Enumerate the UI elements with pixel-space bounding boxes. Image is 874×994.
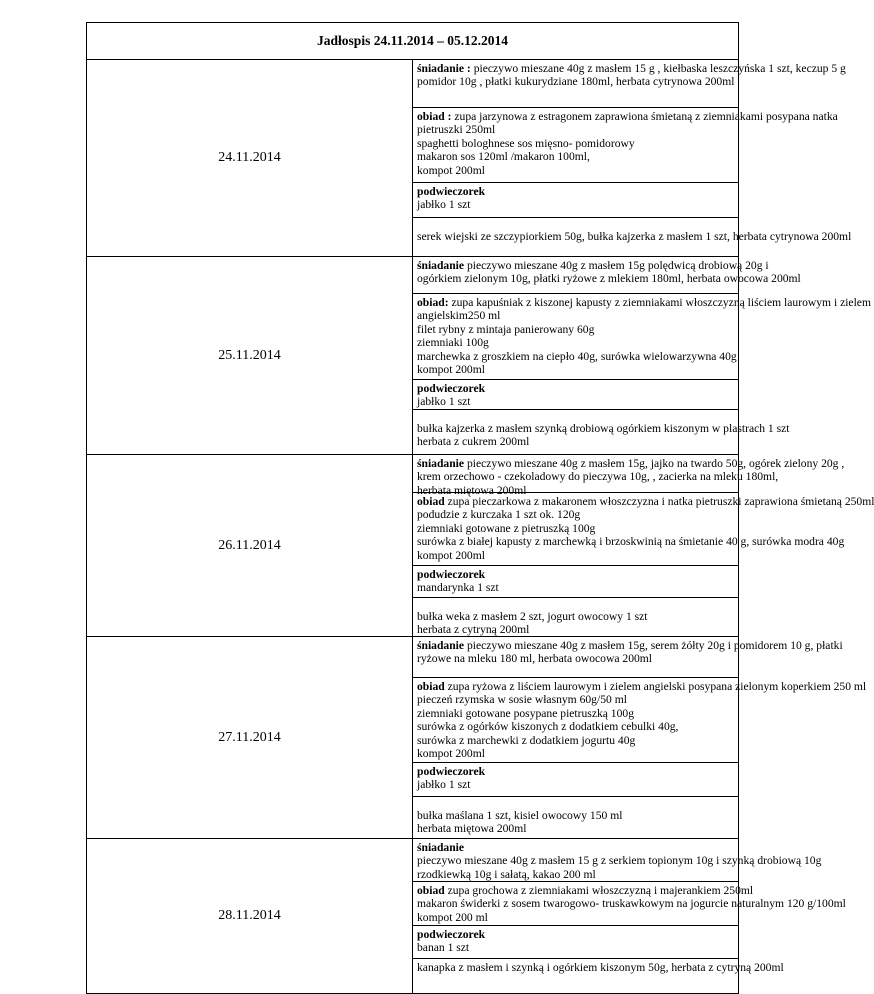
meal-label: podwieczorek	[417, 382, 486, 395]
meal-text: bułka weka z masłem 2 szt, jogurt owocowy 1 szt	[417, 610, 648, 623]
meal-text: herbata z cukrem 200ml	[417, 435, 530, 449]
meal-line	[417, 336, 734, 349]
meal-line	[417, 765, 734, 778]
meal-line	[417, 549, 734, 562]
meal-text: bułka kajzerka z masłem szynką drobiową ogórkiem kiszonym w plastrach 1 szt	[417, 422, 790, 435]
meal-segment	[413, 637, 843, 678]
meal-text: ziemniaki 100g	[417, 336, 489, 350]
meal-line	[417, 680, 867, 693]
meal-text: jabłko 1 szt	[417, 395, 471, 409]
meal-line	[417, 568, 734, 581]
meal-text: pieczywo mieszane 40g z masłem 15 g z serkiem topionym 10g i szynką drobiową 10g	[417, 854, 822, 868]
meal-segment	[413, 455, 845, 497]
meal-segment	[413, 926, 738, 959]
meal-line	[417, 854, 822, 868]
day-meals	[413, 637, 867, 839]
meal-line	[417, 897, 846, 911]
meal-text: zupa pieczarkowa z makaronem włoszczyzna i natka pietruszki zaprawiona śmietaną 250ml	[444, 495, 874, 508]
meal-line	[417, 230, 852, 243]
meal-line	[417, 62, 846, 75]
meal-text: pieczeń rzymska w sosie własnym 60g/50 ml	[417, 693, 627, 707]
day-row	[87, 257, 739, 455]
meal-text: makaron sos 120ml /makaron 100ml,	[417, 150, 590, 164]
meal-text: zupa ryżowa z liściem laurowym i zielem angielski posypana zielonym koperkiem 250 ml	[444, 680, 867, 693]
day-meals	[413, 455, 874, 637]
meal-text: bułka maślana 1 szt, kisiel owocowy 150 ml	[417, 809, 623, 822]
meal-line	[417, 707, 734, 720]
meal-text: rzodkiewką 10g i sałatą, kakao 200 ml	[417, 867, 596, 881]
day-meals	[413, 257, 871, 455]
meal-text: surówka z białej kapusty z marchewką i brzoskwinią na śmietanie 40 g, surówka modra 40g	[417, 535, 845, 549]
meal-line	[417, 363, 734, 376]
day-date: 26.11.2014	[87, 455, 413, 637]
meal-text: zupa grochowa z ziemniakami włoszczyzną i majerankiem 250ml	[444, 884, 754, 897]
meal-text: filet rybny z mintaja panierowany 60g	[417, 322, 595, 336]
meal-line	[417, 259, 769, 272]
meal-label: podwieczorek	[417, 568, 486, 581]
meal-line	[417, 868, 734, 881]
meal-line	[417, 809, 734, 822]
meal-line	[417, 123, 734, 136]
title-row	[87, 23, 739, 60]
meal-segment	[413, 257, 801, 294]
meal-label: śniadanie	[417, 841, 465, 854]
meal-text: pieczywo mieszane 40g z masłem 15 g , kiełbaska leszczyńska 1 szt, keczup 5 g	[470, 62, 846, 75]
meal-segment	[413, 882, 846, 926]
meal-text: makaron świderki z sosem twarogowo- truskawkowym na jogurcie naturalnym 120 g/100ml	[417, 897, 846, 911]
meal-segment	[413, 410, 790, 454]
meal-segment	[413, 763, 738, 797]
meal-line	[417, 164, 734, 177]
meal-line	[417, 470, 779, 484]
meal-label: obiad :	[417, 110, 452, 123]
meal-line	[417, 747, 734, 760]
meal-segment	[413, 797, 738, 838]
meal-line	[417, 349, 737, 363]
meal-line	[417, 623, 734, 636]
meal-segment	[413, 493, 874, 566]
meal-line	[417, 522, 734, 535]
meal-line	[417, 693, 734, 706]
meal-text: zupa jarzynowa z estragonem zaprawiona śmietaną z ziemniakami posypana natka	[451, 110, 838, 123]
meal-label: śniadanie	[417, 457, 465, 470]
meal-line	[417, 198, 734, 211]
meal-text: spaghetti bologhnese sos mięsno- pomidorowy	[417, 136, 635, 150]
day-row	[87, 839, 739, 994]
meal-text: kompot 200ml	[417, 163, 485, 177]
meal-text: pieczywo mieszane 40g z masłem 15g, jajko na twardo 50g, ogórek zielony 20g ,	[464, 457, 845, 470]
day-row	[87, 455, 739, 637]
menu-table	[86, 22, 874, 994]
meal-line	[417, 610, 734, 623]
meal-line	[417, 941, 734, 954]
meal-line	[417, 382, 734, 395]
meal-text: herbata miętowa 200ml	[417, 822, 527, 836]
meal-segment	[413, 218, 852, 256]
meal-segment	[413, 294, 871, 380]
meal-line	[417, 296, 871, 309]
meal-line	[417, 495, 874, 508]
meal-line	[417, 928, 734, 941]
day-date: 25.11.2014	[87, 257, 413, 455]
meal-text: angielskim250 ml	[417, 309, 501, 323]
meal-text: herbata z cytryną 200ml	[417, 623, 530, 637]
menu-document	[86, 22, 874, 994]
meal-line	[417, 422, 790, 435]
meal-segment	[413, 839, 822, 882]
meal-line	[417, 652, 734, 665]
meal-line	[417, 272, 801, 286]
meal-text: kompot 200ml	[417, 548, 485, 562]
meal-line	[417, 150, 734, 163]
meal-label: śniadanie	[417, 259, 465, 272]
meal-line	[417, 639, 843, 652]
meal-segment	[413, 108, 838, 183]
meal-line	[417, 185, 734, 198]
meal-label: śniadanie	[417, 639, 465, 652]
meal-label: podwieczorek	[417, 185, 486, 198]
meal-line	[417, 395, 734, 408]
meal-line	[417, 323, 734, 336]
meal-text: jabłko 1 szt	[417, 198, 471, 212]
meal-label: podwieczorek	[417, 928, 486, 941]
meal-line	[417, 841, 734, 854]
meal-line	[417, 911, 734, 924]
day-meals	[413, 839, 846, 994]
day-date: 24.11.2014	[87, 60, 413, 257]
meal-line	[417, 435, 734, 448]
meal-label: podwieczorek	[417, 765, 486, 778]
meal-line	[417, 457, 845, 470]
meal-line	[417, 309, 734, 322]
meal-line	[417, 720, 734, 733]
meal-text: kompot 200ml	[417, 747, 485, 761]
meal-text: pietruszki 250ml	[417, 123, 496, 137]
day-date: 27.11.2014	[87, 637, 413, 839]
meal-label: obiad	[417, 884, 445, 897]
meal-line	[417, 581, 734, 594]
meal-text: ryżowe na mleku 180 ml, herbata owocowa 200ml	[417, 652, 653, 666]
meal-text: mandarynka 1 szt	[417, 581, 499, 595]
meal-text: zupa kapuśniak z kiszonej kapusty z ziemniakami włoszczyzną liściem laurowym i zielem	[448, 296, 871, 309]
menu-title: Jadłospis 24.11.2014 – 05.12.2014	[87, 23, 739, 60]
meal-line	[417, 778, 734, 791]
meal-text: pieczywo mieszane 40g z masłem 15g polędwicą drobiową 20g i	[464, 259, 769, 272]
meal-line	[417, 75, 734, 88]
meal-line	[417, 110, 838, 123]
meal-line	[417, 961, 784, 974]
meal-segment	[413, 566, 738, 598]
meal-text: ogórkiem zielonym 10g, płatki ryżowe z mlekiem 180ml, herbata owocowa 200ml	[417, 272, 801, 286]
meal-text: krem orzechowo - czekoladowy do pieczywa 10g, , zacierka na mleku 180ml,	[417, 470, 779, 484]
meal-label: obiad	[417, 495, 445, 508]
day-date: 28.11.2014	[87, 839, 413, 994]
meal-line	[417, 508, 734, 521]
meal-text: pieczywo mieszane 40g z masłem 15g, serem żółty 20g i pomidorem 10 g, płatki	[464, 639, 843, 652]
meal-line	[417, 884, 754, 897]
meal-segment	[413, 183, 738, 218]
meal-text: kanapka z masłem i szynką i ogórkiem kiszonym 50g, herbata z cytryną 200ml	[417, 961, 784, 974]
meal-label: śniadanie :	[417, 62, 471, 75]
meal-segment	[413, 380, 738, 410]
meal-text: marchewka z groszkiem na ciepło 40g, surówka wielowarzywna 40g	[417, 349, 737, 363]
day-row	[87, 637, 739, 839]
meal-text: pomidor 10g , płatki kukurydziane 180ml, herbata cytrynowa 200ml	[417, 75, 735, 89]
meal-line	[417, 822, 734, 835]
day-meals	[413, 60, 852, 257]
meal-line	[417, 535, 845, 549]
meal-text: kompot 200 ml	[417, 910, 488, 924]
meal-segment	[413, 598, 738, 636]
meal-text: ziemniaki gotowane z pietruszką 100g	[417, 521, 596, 535]
meal-text: podudzie z kurczaka 1 szt ok. 120g	[417, 508, 581, 522]
meal-text: herbata miętowa 200ml	[417, 483, 527, 497]
meal-line	[417, 137, 734, 150]
day-row	[87, 60, 739, 257]
meal-label: obiad:	[417, 296, 449, 309]
meal-text: ziemniaki gotowane posypane pietruszką 100g	[417, 706, 634, 720]
meal-text: jabłko 1 szt	[417, 778, 471, 792]
meal-text: surówka z marchewki z dodatkiem jogurtu 40g	[417, 733, 636, 747]
meal-text: banan 1 szt	[417, 941, 470, 955]
meal-text: surówka z ogórków kiszonych z dodatkiem cebulki 40g,	[417, 720, 679, 734]
meal-text: serek wiejski ze szczypiorkiem 50g, bułka kajzerka z masłem 1 szt, herbata cytrynowa 200ml	[417, 230, 852, 243]
meal-label: obiad	[417, 680, 445, 693]
meal-line	[417, 734, 734, 747]
meal-text: kompot 200ml	[417, 363, 485, 377]
meal-segment	[413, 959, 784, 993]
meal-segment	[413, 678, 867, 763]
meal-segment	[413, 60, 846, 108]
